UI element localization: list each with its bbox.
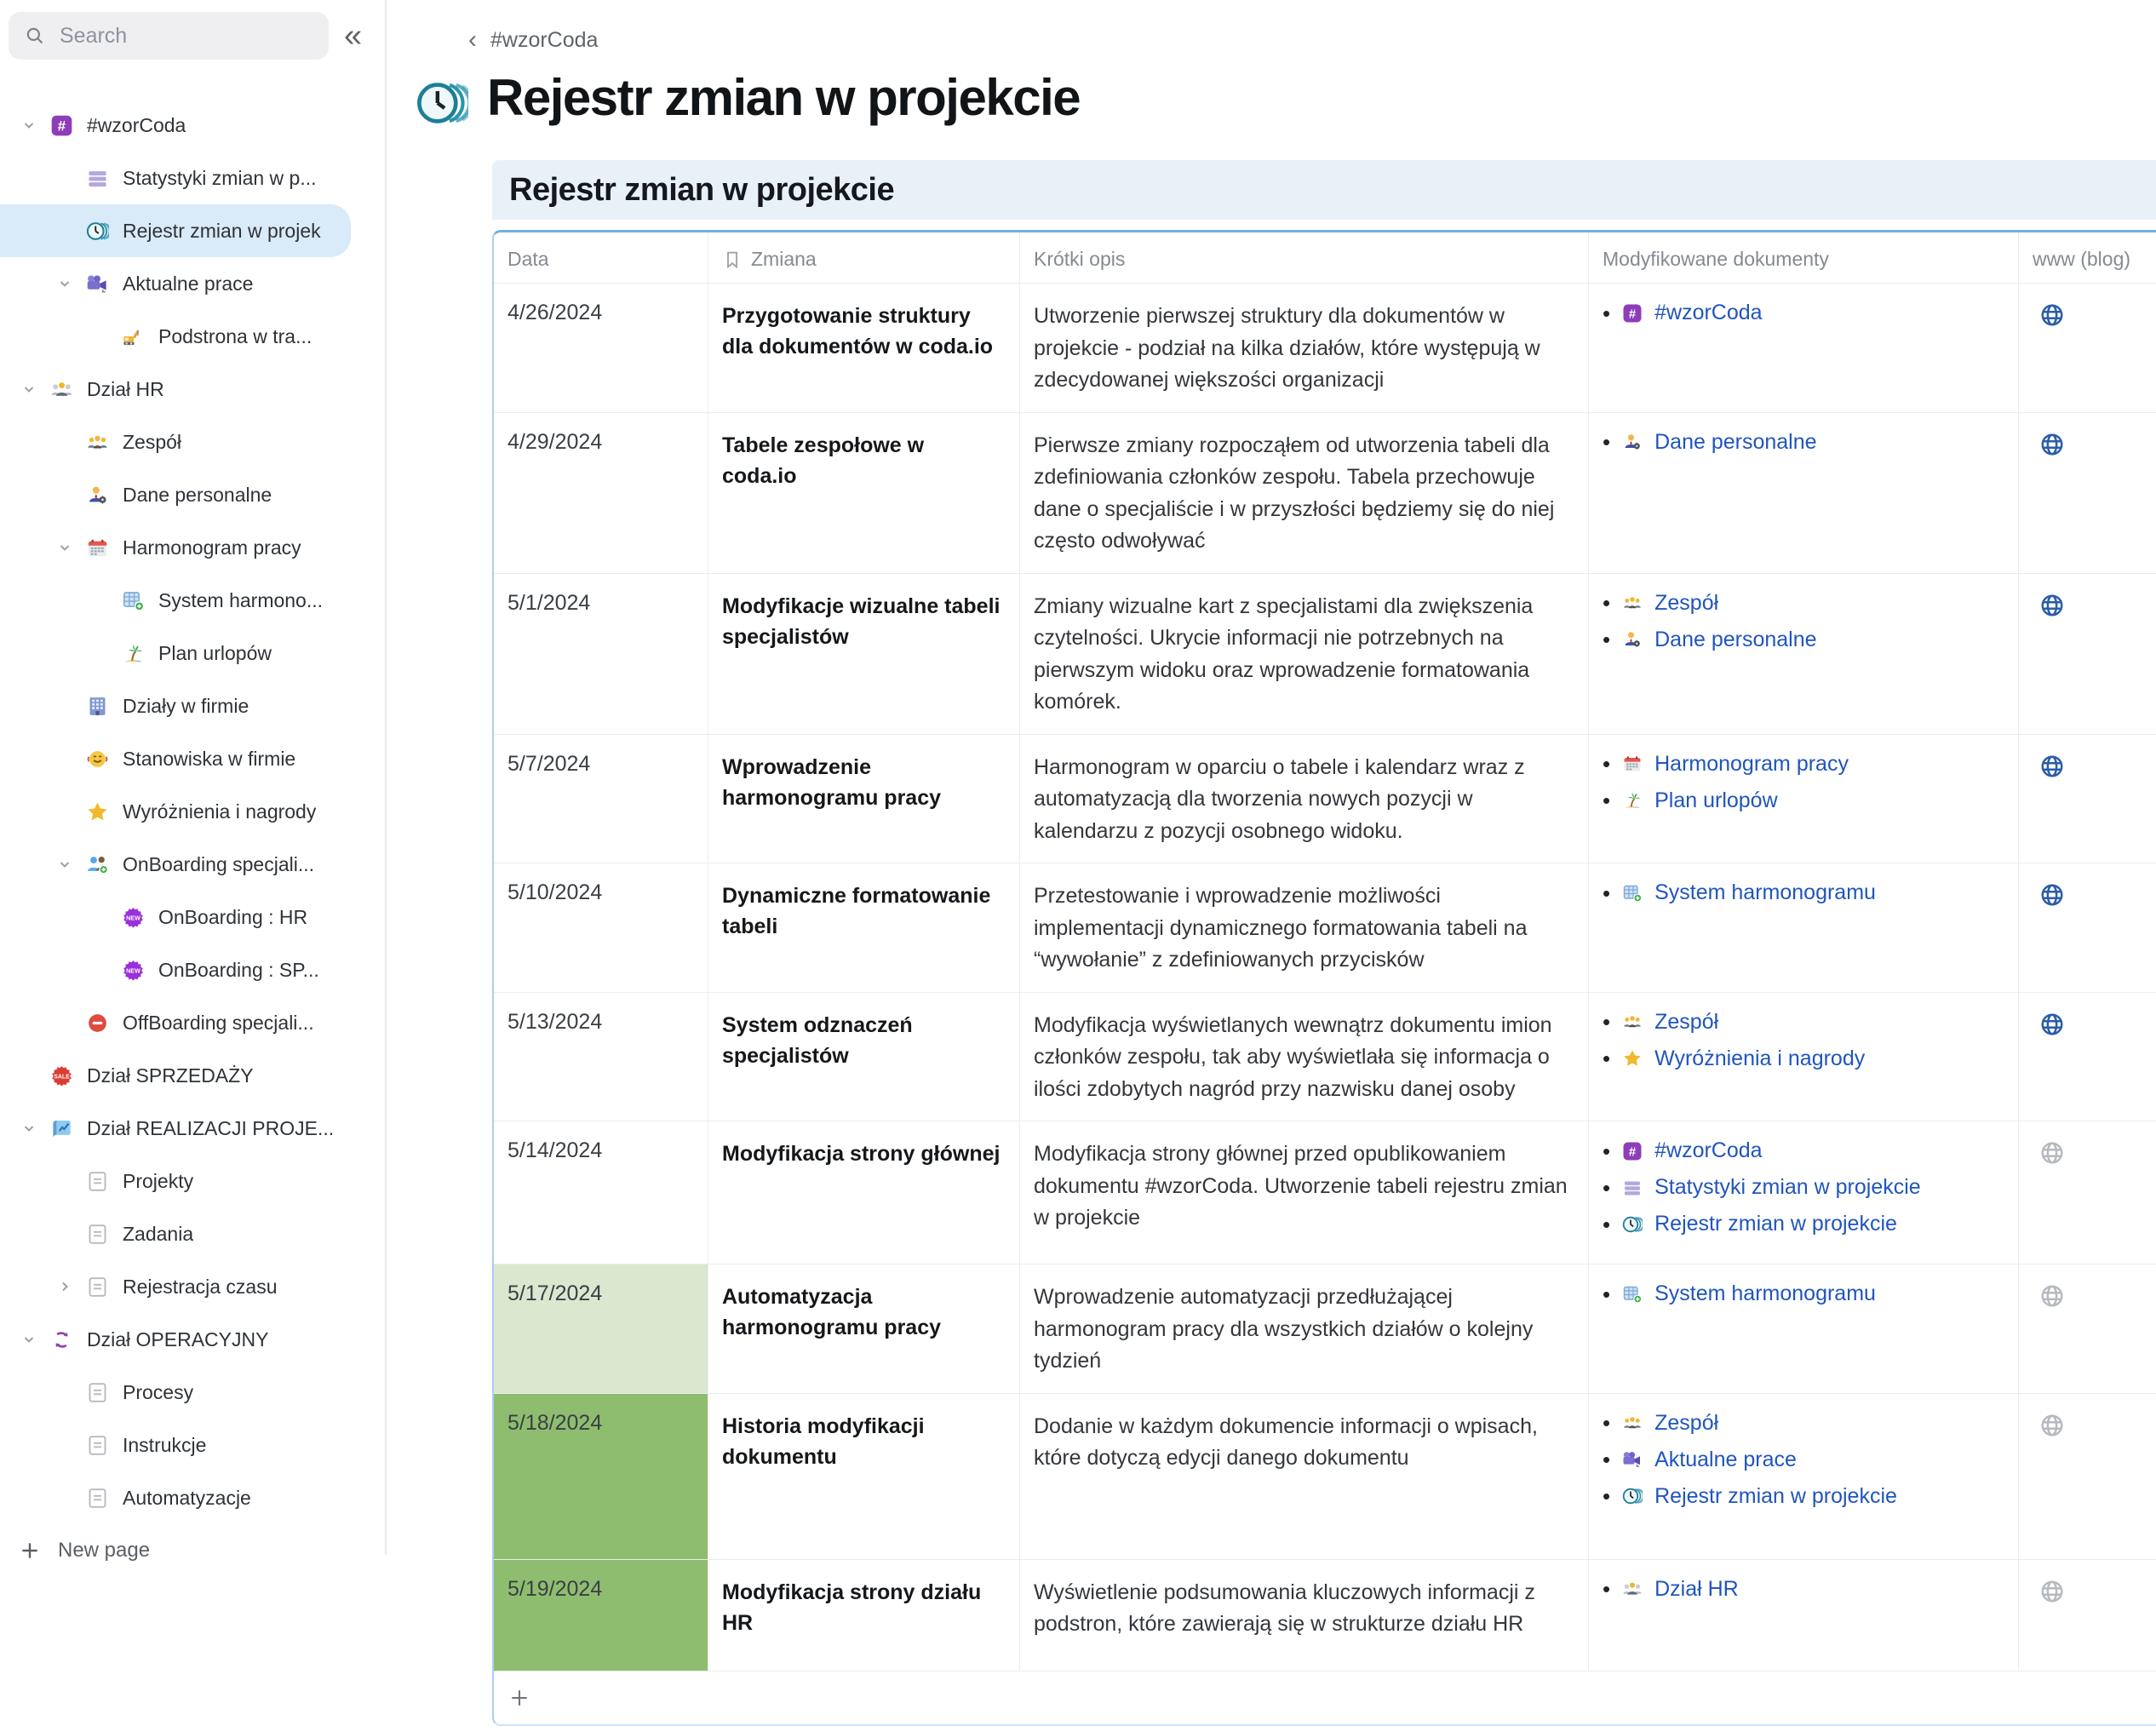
page-icon (82, 1170, 112, 1193)
document-link[interactable]: Zespół (1654, 590, 1719, 615)
bullet: • (1603, 1174, 1611, 1201)
cell-description[interactable]: Wprowadzenie automatyzacji przedłużającej harmonogram pracy dla wszystkich działów o kolejny tydzień (1019, 1264, 1588, 1393)
clock-rings-icon (416, 77, 468, 129)
person-gear-icon (1620, 629, 1644, 650)
table-header-row (494, 232, 2156, 283)
team-icon (1620, 1413, 1644, 1433)
document-link-item (1603, 880, 2001, 905)
clock-rings-icon (82, 220, 112, 243)
cell-modified-documents (1588, 1560, 2018, 1671)
sidebar-item-harmonogram-pracy[interactable] (0, 521, 385, 574)
table-row (494, 1121, 2156, 1264)
movie-camera-icon (1620, 1449, 1644, 1470)
smiley-icon (82, 748, 112, 771)
document-link-item (1603, 1282, 2001, 1306)
globe-icon[interactable] (2039, 1413, 2065, 1438)
column-header-2[interactable] (1019, 232, 1588, 283)
document-link[interactable]: Rejestr zmian w projekcie (1654, 1212, 1897, 1236)
column-header-4[interactable] (2018, 232, 2156, 283)
table-row (494, 573, 2156, 734)
main-content (388, 0, 2156, 1636)
cell-date[interactable]: 5/13/2024 (507, 1009, 603, 1034)
sidebar-item-label: Dział OPERACYJNY (87, 1327, 269, 1350)
cell-modified-documents (1588, 413, 2018, 573)
sidebar-item-label: OnBoarding : HR (158, 905, 308, 928)
cell-www-blog (2018, 1121, 2156, 1264)
construction-icon (118, 325, 148, 348)
bullet: • (1603, 1138, 1611, 1164)
document-link-item (1603, 1484, 2001, 1509)
document-link[interactable]: Zespół (1654, 1009, 1719, 1034)
bullet: • (1603, 1281, 1611, 1307)
chevron-down-icon[interactable] (48, 854, 82, 874)
cell-description[interactable]: Harmonogram w oparciu o tabele i kalendarz wraz z automatyzacją dla tworzenia nowych pozycji w kalendarzu z pozycji osobnego widoku. (1019, 735, 1588, 863)
sidebar-item-label: Dział SPRZEDAŻY (87, 1064, 254, 1087)
page-icon (82, 1223, 112, 1246)
sidebar-item-zadania[interactable] (0, 1207, 385, 1260)
cell-modified-documents (1588, 574, 2018, 734)
page-title: Rejestr zmian w projekcie (487, 69, 1081, 126)
sidebar-item-label: #wzorCoda (87, 113, 186, 136)
bookmark-icon (722, 249, 743, 270)
document-link[interactable]: Dział HR (1654, 1576, 1739, 1601)
sidebar-item-label: Automatyzacje (123, 1486, 251, 1509)
sidebar (0, 0, 387, 1562)
cell-modified-documents (1588, 735, 2018, 863)
cell-www-blog (2018, 1264, 2156, 1393)
cell-description[interactable]: Zmiany wizualne kart z specjalistami dla zwiększenia czytelności. Ukrycie informacji nie potrzebnych na pierwszym widoku oraz wprowadzenie formatowania komórek. (1019, 574, 1588, 734)
document-link[interactable]: Harmonogram pracy (1654, 751, 1849, 776)
bullet: • (1603, 590, 1611, 616)
cell-www-blog (2018, 574, 2156, 734)
cell-date[interactable]: 5/14/2024 (507, 1138, 603, 1162)
document-link-item (1603, 1046, 2001, 1071)
chevron-down-icon[interactable] (12, 1329, 46, 1350)
search-input[interactable] (58, 23, 291, 49)
cell-change[interactable]: Przygotowanie struktury dla dokumentów w coda.io (708, 284, 1019, 412)
sidebar-item-label: Plan urlopów (158, 641, 272, 664)
cell-www-blog (2018, 863, 2156, 992)
column-header-label: www (blog) (2033, 248, 2131, 270)
cell-modified-documents (1588, 863, 2018, 992)
person-gear-icon (1620, 432, 1644, 452)
sidebar-item-label: Aktualne prace (123, 272, 254, 295)
chevron-down-icon[interactable] (48, 273, 82, 294)
cell-change[interactable]: Wprowadzenie harmonogramu pracy (708, 735, 1019, 863)
cell-description[interactable]: Modyfikacja strony głównej przed opublikowaniem dokumentu #wzorCoda. Utworzenie tabeli rejestru zmian w projekcie (1019, 1121, 1588, 1264)
cell-www-blog (2018, 993, 2156, 1121)
sidebar-item-podstrona-w-tra-[interactable] (0, 310, 385, 363)
calendar-icon (82, 536, 112, 559)
cell-change[interactable]: Dynamiczne formatowanie tabeli (708, 863, 1019, 992)
svg-text:SALE: SALE (53, 1073, 70, 1080)
cell-change[interactable]: Modyfikacja strony działu HR (708, 1560, 1019, 1671)
sidebar-item-label: Działy w firmie (123, 694, 249, 717)
bullet: • (1603, 1009, 1611, 1035)
globe-icon[interactable] (2039, 1579, 2065, 1604)
globe-icon[interactable] (2039, 754, 2065, 779)
sidebar-item-label: Rejestracja czasu (123, 1275, 278, 1298)
sidebar-item-onboarding-hr[interactable] (0, 891, 385, 943)
cell-modified-documents (1588, 1394, 2018, 1559)
document-link-item (1603, 301, 2001, 325)
sidebar-item--wzorcoda[interactable] (0, 99, 385, 152)
document-link[interactable]: Rejestr zmian w projekcie (1654, 1483, 1897, 1508)
document-link[interactable]: Plan urlopów (1654, 788, 1778, 812)
sidebar-item-rejestracja-czasu[interactable] (0, 1260, 385, 1313)
minus-circle-icon (82, 1012, 112, 1035)
table-plus-icon (1620, 1284, 1644, 1305)
cell-description[interactable]: Modyfikacja wyświetlanych wewnątrz dokumentu imion członków zespołu, tak aby wyświetlała się informacja o ilości zdobytych nagród przy nazwisku danej osoby (1019, 993, 1588, 1121)
breadcrumb[interactable] (468, 26, 2156, 54)
column-header-1[interactable] (708, 232, 1019, 283)
chart-ledger-icon (46, 1117, 77, 1140)
sidebar-item-aktualne-prace[interactable] (0, 257, 385, 310)
chevron-down-icon[interactable] (12, 1118, 46, 1138)
document-link-item (1603, 1411, 2001, 1436)
document-link[interactable]: #wzorCoda (1654, 301, 1763, 324)
globe-icon[interactable] (2039, 1283, 2065, 1309)
document-link[interactable]: #wzorCoda (1654, 1138, 1763, 1162)
change-log-table (492, 230, 2156, 1726)
sidebar-item-label: Dane personalne (123, 483, 272, 506)
bullet: • (1603, 1211, 1611, 1237)
document-link-item (1603, 1577, 2001, 1602)
plus-icon (19, 1540, 41, 1562)
sidebar-item-dzia-y-w-firmie[interactable] (0, 680, 385, 732)
cell-www-blog (2018, 1560, 2156, 1671)
svg-text:NEW: NEW (125, 913, 140, 921)
document-link-item (1603, 628, 2001, 652)
cell-description[interactable]: Przetestowanie i wprowadzenie możliwości implementacji dynamicznego formatowania tabeli na “wywołanie” z zdefiniowanych przycisków (1019, 863, 1588, 992)
table-row (494, 412, 2156, 573)
cell-description[interactable]: Wyświetlenie podsumowania kluczowych informacji z podstron, które zawierają się w strukturze działu HR (1019, 1560, 1588, 1671)
document-link[interactable]: Zespół (1654, 1410, 1719, 1435)
calendar-icon (1620, 754, 1644, 774)
column-header-0[interactable] (494, 232, 708, 283)
document-link-item (1603, 752, 2001, 777)
document-link-item (1603, 1448, 2001, 1472)
document-link[interactable]: Dane personalne (1654, 429, 1817, 454)
sidebar-item-label: Instrukcje (123, 1433, 207, 1456)
breadcrumb-label[interactable]: #wzorCoda (490, 27, 599, 52)
bullet: • (1603, 1410, 1611, 1436)
sidebar-item-dzia-hr[interactable] (0, 363, 385, 416)
column-header-label: Zmiana (751, 248, 817, 270)
sidebar-item-dzia-realizacji-proje-[interactable] (0, 1102, 385, 1155)
bullet: • (1603, 300, 1611, 326)
sidebar-item-label: OnBoarding : SP... (158, 958, 319, 981)
sidebar-item-stanowiska-w-firmie[interactable] (0, 732, 385, 785)
sidebar-item-automatyzacje[interactable] (0, 1471, 385, 1524)
cell-date[interactable]: 5/18/2024 (494, 1394, 708, 1559)
cell-description[interactable]: Utworzenie pierwszej struktury dla dokumentów w projekcie - podział na kilka działów, które występują w zdecydowanej większości organizacji (1019, 284, 1588, 412)
page-title-row (416, 70, 2156, 129)
cell-modified-documents (1588, 1264, 2018, 1393)
new-page-button[interactable] (0, 1524, 385, 1577)
svg-text:#: # (1628, 307, 1637, 321)
sidebar-item-label: OnBoarding specjali... (123, 852, 315, 875)
svg-text:#: # (57, 118, 66, 135)
page-icon (82, 1487, 112, 1510)
table-row (494, 1264, 2156, 1393)
hash-tile-icon (46, 114, 77, 137)
cell-change[interactable]: Historia modyfikacji dokumentu (708, 1394, 1019, 1559)
table-row (494, 1559, 2156, 1671)
add-row-button[interactable] (494, 1671, 2156, 1724)
sidebar-item-label: Projekty (123, 1169, 194, 1192)
sidebar-item-label: Dział HR (87, 377, 164, 400)
column-header-label: Modyfikowane dokumenty (1603, 248, 1829, 270)
bullet: • (1603, 788, 1611, 813)
hash-tile-icon (1620, 303, 1644, 324)
document-link[interactable]: Aktualne prace (1654, 1447, 1797, 1471)
sidebar-item-label: Zadania (123, 1222, 194, 1245)
cell-www-blog (2018, 413, 2156, 573)
document-link[interactable]: Statystyki zmian w projekcie (1654, 1175, 1921, 1199)
sidebar-item-label: Rejestr zmian w projek (123, 219, 321, 242)
page-tree (0, 99, 385, 1524)
sidebar-item-statystyki-zmian-w-p-[interactable] (0, 152, 385, 204)
star-icon (82, 800, 112, 823)
document-link-item (1603, 788, 2001, 813)
cell-modified-documents (1588, 1121, 2018, 1264)
sale-badge-icon (46, 1064, 77, 1087)
document-link-item (1603, 1010, 2001, 1035)
person-add-icon (82, 853, 112, 876)
cell-date[interactable]: 5/1/2024 (507, 590, 591, 615)
chevron-down-icon[interactable] (12, 379, 46, 399)
cell-date[interactable]: 5/10/2024 (507, 880, 603, 904)
building-icon (82, 695, 112, 718)
bullet: • (1603, 1046, 1611, 1071)
sidebar-item-dane-personalne[interactable] (0, 468, 385, 521)
bullet: • (1603, 751, 1611, 777)
bullet: • (1603, 627, 1611, 652)
cell-change[interactable]: System odznaczeń specjalistów (708, 993, 1019, 1121)
chevron-down-icon[interactable] (48, 537, 82, 558)
table-title: Rejestr zmian w projekcie (509, 171, 895, 208)
cell-change[interactable]: Tabele zespołowe w coda.io (708, 413, 1019, 573)
bullet: • (1603, 1576, 1611, 1602)
cell-change[interactable]: Modyfikacje wizualne tabeli specjalistów (708, 574, 1019, 734)
page-icon (82, 1434, 112, 1457)
document-link-item (1603, 591, 2001, 616)
page-icon (82, 1381, 112, 1404)
sidebar-item-offboarding-specjali-[interactable] (0, 996, 385, 1049)
globe-icon[interactable] (2039, 432, 2065, 457)
sidebar-item-label: Zespół (123, 430, 182, 453)
star-icon (1620, 1048, 1644, 1069)
cell-description[interactable]: Pierwsze zmiany rozpocząłem od utworzenia tabeli dla zdefiniowania członków zespołu. Tabela przechowuje dane o specjaliście i w przyszłości będziemy się do niej często odwoływać (1019, 413, 1588, 573)
sidebar-item-projekty[interactable] (0, 1155, 385, 1207)
sidebar-item-zesp-[interactable] (0, 416, 385, 468)
sidebar-item-onboarding-specjali-[interactable] (0, 838, 385, 891)
chevron-right-icon[interactable] (48, 1276, 82, 1297)
cell-modified-documents (1588, 284, 2018, 412)
column-header-label: Data (507, 248, 549, 270)
globe-icon[interactable] (2039, 1012, 2065, 1037)
search-row (9, 12, 385, 60)
cell-date[interactable]: 5/7/2024 (507, 751, 591, 776)
palm-beach-icon (1620, 790, 1644, 811)
svg-text:#: # (1628, 1144, 1637, 1159)
cell-date[interactable]: 4/29/2024 (507, 429, 603, 454)
cell-change[interactable]: Automatyzacja harmonogramu pracy (708, 1264, 1019, 1393)
sidebar-item-label: OffBoarding specjali... (123, 1011, 314, 1034)
document-link[interactable]: System harmonogramu (1654, 1282, 1876, 1305)
sidebar-item-label: Procesy (123, 1380, 194, 1403)
page-icon (82, 1276, 112, 1299)
new-badge-icon (118, 906, 148, 929)
cell-date[interactable]: 4/26/2024 (507, 301, 603, 324)
table-row (494, 734, 2156, 863)
cell-change[interactable]: Modyfikacja strony głównej (708, 1121, 1019, 1264)
cell-modified-documents (1588, 993, 2018, 1121)
table-plus-icon (1620, 883, 1644, 903)
palm-beach-icon (118, 642, 148, 665)
sidebar-item-procesy[interactable] (0, 1366, 385, 1419)
people-group-icon (46, 378, 77, 401)
sidebar-collapse-button[interactable]: « (344, 18, 363, 54)
sidebar-item-plan-urlop-w[interactable] (0, 627, 385, 680)
person-gear-icon (82, 484, 112, 507)
globe-icon[interactable] (2039, 302, 2065, 328)
table-title-band (492, 160, 2156, 220)
team-icon (1620, 1012, 1644, 1032)
people-group-icon (1620, 1579, 1644, 1599)
chevron-down-icon[interactable] (12, 115, 46, 135)
table-row (494, 992, 2156, 1121)
new-badge-icon (118, 959, 148, 982)
clock-rings-icon (1620, 1214, 1644, 1235)
sidebar-item-rejestr-zmian-w-projek[interactable] (0, 204, 351, 257)
sidebar-item-dzia-operacyjny[interactable] (0, 1313, 385, 1366)
document-link-item (1603, 1138, 2001, 1163)
document-link-item (1603, 1212, 2001, 1236)
team-icon (1620, 593, 1644, 613)
sidebar-item-label: System harmono... (158, 588, 324, 611)
globe-icon[interactable] (2039, 1140, 2065, 1166)
team-icon (82, 431, 112, 454)
sidebar-item-label: Podstrona w tra... (158, 324, 313, 347)
cycle-arrows-icon (46, 1328, 77, 1351)
sidebar-item-dzia-sprzeda-y[interactable] (0, 1049, 385, 1102)
cell-date[interactable]: 5/19/2024 (494, 1560, 708, 1671)
document-link[interactable]: System harmonogramu (1654, 880, 1876, 904)
sidebar-item-label: Dział REALIZACJI PROJE... (87, 1116, 335, 1139)
bullet: • (1603, 880, 1611, 906)
sidebar-item-onboarding-sp-[interactable] (0, 943, 385, 996)
sidebar-item-wyr-nienia-i-nagrody[interactable] (0, 785, 385, 838)
sidebar-item-label: Statystyki zmian w p... (123, 166, 317, 189)
sidebar-item-label: Stanowiska w firmie (123, 747, 296, 770)
movie-camera-icon (82, 272, 112, 295)
back-chevron-icon[interactable]: ‹ (468, 26, 477, 54)
globe-icon[interactable] (2039, 882, 2065, 908)
sidebar-item-instrukcje[interactable] (0, 1419, 385, 1471)
table-row (494, 863, 2156, 992)
stats-lines-icon (82, 167, 112, 190)
stats-lines-icon (1620, 1178, 1644, 1198)
document-link-item (1603, 430, 2001, 455)
bullet: • (1603, 1447, 1611, 1472)
table-plus-icon (118, 589, 148, 612)
cell-www-blog (2018, 735, 2156, 863)
new-page-label: New page (58, 1539, 151, 1562)
add-row-plus-icon (507, 1686, 531, 1710)
cell-description[interactable]: Dodanie w każdym dokumencie informacji o wpisach, które dotyczą edycji danego dokumentu (1019, 1394, 1588, 1559)
bullet: • (1603, 1483, 1611, 1509)
clock-rings-icon (1620, 1486, 1644, 1506)
hash-tile-icon (1620, 1141, 1644, 1161)
table-row (494, 1393, 2156, 1559)
cell-date[interactable]: 5/17/2024 (494, 1264, 708, 1393)
bullet: • (1603, 429, 1611, 455)
table-row (494, 283, 2156, 412)
document-link-item (1603, 1175, 2001, 1200)
cell-www-blog (2018, 284, 2156, 412)
search-bar[interactable] (9, 12, 329, 60)
column-header-label: Krótki opis (1034, 248, 1126, 270)
sidebar-item-label: Harmonogram pracy (123, 536, 301, 559)
column-header-3[interactable] (1588, 232, 2018, 283)
document-link[interactable]: Dane personalne (1654, 627, 1817, 651)
sidebar-item-system-harmono-[interactable] (0, 574, 385, 627)
sidebar-item-label: Wyróżnienia i nagrody (123, 800, 317, 823)
svg-text:NEW: NEW (125, 966, 140, 974)
cell-www-blog (2018, 1394, 2156, 1559)
globe-icon[interactable] (2039, 593, 2065, 618)
search-icon (24, 25, 46, 47)
document-link[interactable]: Wyróżnienia i nagrody (1654, 1046, 1866, 1070)
